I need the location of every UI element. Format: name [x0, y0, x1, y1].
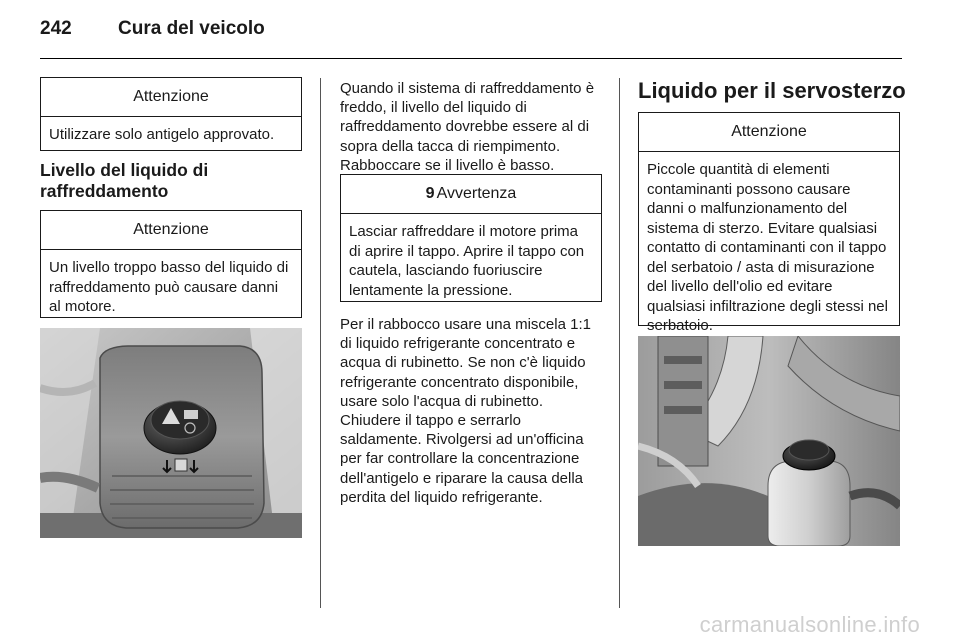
power-steering-heading: Liquido per il servosterzo [638, 78, 906, 103]
notice-text: Utilizzare solo antigelo approvato. [49, 126, 275, 143]
notice-text: Un livello troppo basso del liquido di raffreddamento può causare danni al motore. [49, 259, 289, 315]
notice-title: Attenzione [639, 113, 899, 152]
notice-box-power-steering [638, 112, 900, 334]
coolant-heading-line-1: Livello del liquido di [40, 160, 209, 180]
notice-text: Piccole quantità di elementi contaminanti possono causare danni o malfunzionamento del sistema di sterzo. Evitare qualsiasi contatto di contaminanti con il tappo del serbatoio / asta di misurazione del livello dell'olio ed evitare qualsiasi infiltrazione degli stessi nel serbatoio. [647, 161, 888, 334]
warning-header [341, 175, 601, 214]
coolant-reservoir-photo [40, 328, 302, 538]
notice-title: Attenzione [41, 211, 301, 250]
notice-box-coolant-low [40, 210, 302, 318]
column-divider-2 [619, 78, 620, 608]
power-steering-reservoir-photo [638, 336, 900, 546]
section-title: Cura del veicolo [118, 18, 265, 39]
notice-box-antifreeze [40, 77, 302, 151]
page-number: 242 [40, 18, 72, 39]
header-rule [40, 58, 902, 59]
warning-title: Avvertenza [436, 185, 517, 202]
notice-title: Attenzione [41, 78, 301, 117]
warning-box [340, 174, 602, 302]
coolant-heading-line-2: raffreddamento [40, 181, 169, 201]
refill-paragraph: Per il rabbocco usare una miscela 1:1 di liquido refrigerante concentrato e acqua di rubinetto. Se non c'è liquido refrigerante concentrato disponibile, usare solo l'acqua di rubinetto. Chiudere il tappo e serrarlo saldamente. Rivolgersi ad un'officina per far controllare la concentrazione dell'antigelo e riparare la causa della perdita del liquido refrigerante. [340, 316, 591, 506]
column-divider-1 [320, 78, 321, 608]
warning-icon: 9 [425, 185, 435, 202]
coolant-level-heading [40, 160, 302, 202]
warning-text: Lasciar raffreddare il motore prima di aprire il tappo. Aprire il tappo con cautela, lasciando fuoriuscire lentamente la pressione. [349, 223, 585, 299]
coolant-check-paragraph: Quando il sistema di raffreddamento è freddo, il livello del liquido di raffreddamento dovrebbe essere al di sopra della tacca di riempimento. Rabboccare se il livello è basso. [340, 80, 595, 174]
watermark: carmanualsonline.info [699, 612, 920, 637]
